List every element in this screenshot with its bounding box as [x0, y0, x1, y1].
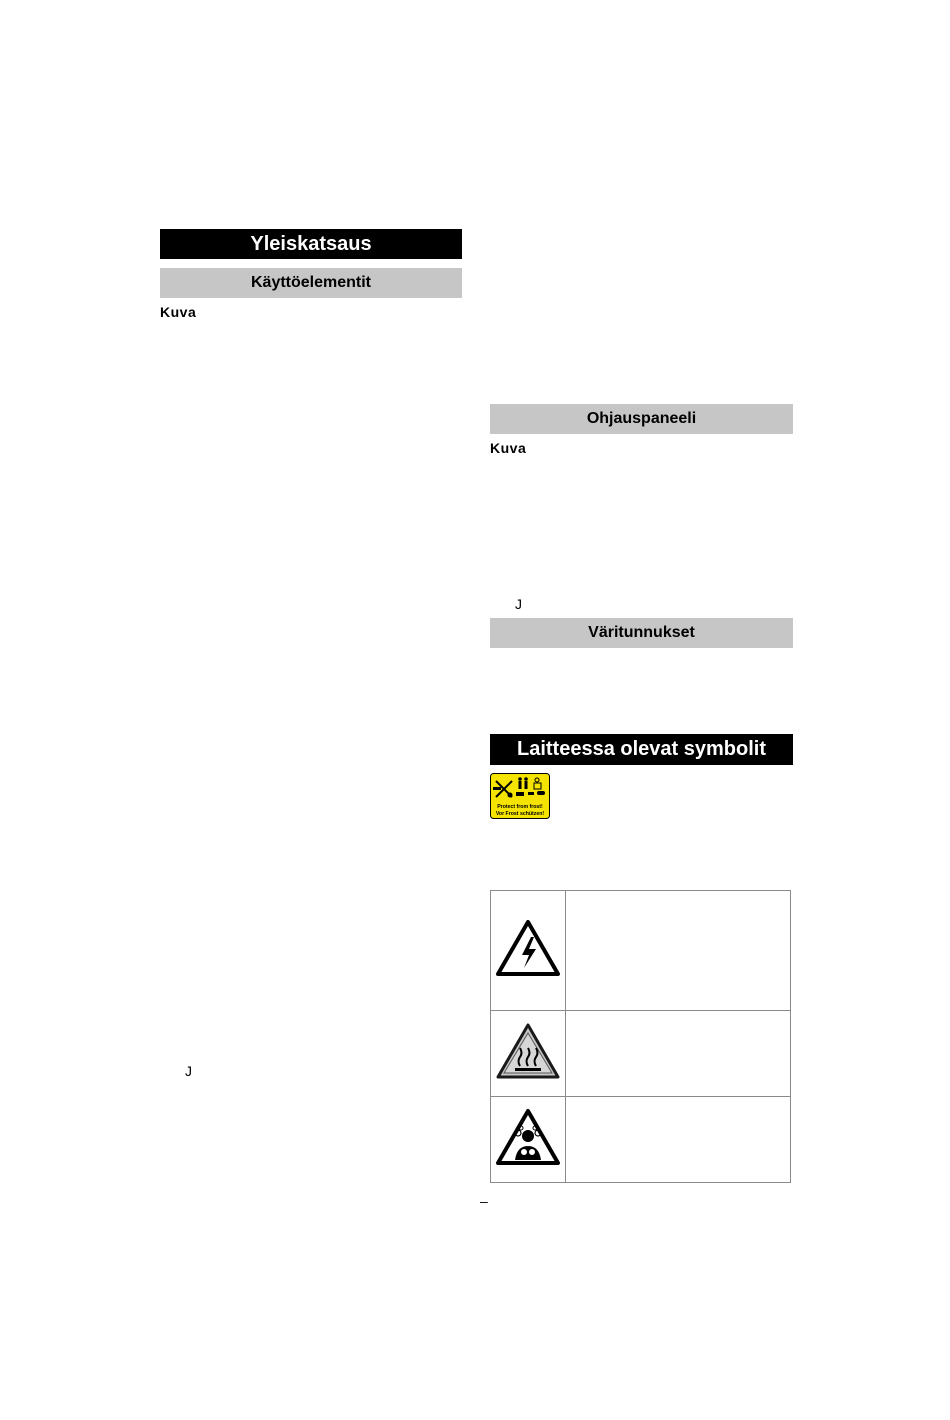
- glyph-left: J: [185, 1063, 192, 1079]
- heading-overview-text: Yleiskatsaus: [250, 232, 372, 255]
- glyph-right: J: [515, 596, 522, 612]
- heading-color-codes: [490, 618, 793, 648]
- warning-row: [491, 891, 791, 1011]
- heading-device-symbols-text: Laitteessa olevat symbolit: [517, 738, 766, 760]
- electric-shock-warning-icon: [495, 919, 561, 977]
- heading-control-panel-text: Ohjauspaneeli: [586, 410, 697, 427]
- figure-label-left: Kuva: [160, 304, 197, 320]
- hot-surface-warning-icon: [495, 1022, 561, 1080]
- warning-text-cell: [566, 891, 791, 1011]
- warning-text-cell: [566, 1011, 791, 1097]
- heading-controls: [160, 268, 462, 298]
- warning-icon-cell: [491, 891, 566, 1011]
- warning-icon-cell: [491, 1097, 566, 1183]
- footer-mark: –: [480, 1193, 488, 1209]
- heading-overview: [160, 229, 462, 259]
- heading-color-codes-text: Väritunnukset: [588, 624, 695, 641]
- frost-label-line2: Vor Frost schützen!: [495, 811, 545, 817]
- warning-row: [491, 1097, 791, 1183]
- warning-row: [491, 1011, 791, 1097]
- warning-icon-cell: [491, 1011, 566, 1097]
- toxic-fumes-warning-icon: [495, 1108, 561, 1166]
- frost-protection-icon: [490, 773, 550, 819]
- frost-protection-label: [490, 773, 550, 819]
- heading-device-symbols: [490, 734, 793, 765]
- frost-label-line1: Protect from frost!: [497, 804, 543, 810]
- heading-control-panel: [490, 404, 793, 434]
- warning-text-cell: [566, 1097, 791, 1183]
- figure-label-right: Kuva: [490, 440, 527, 456]
- heading-controls-text: Käyttöelementit: [250, 274, 372, 291]
- warning-symbols-table: [490, 890, 791, 1183]
